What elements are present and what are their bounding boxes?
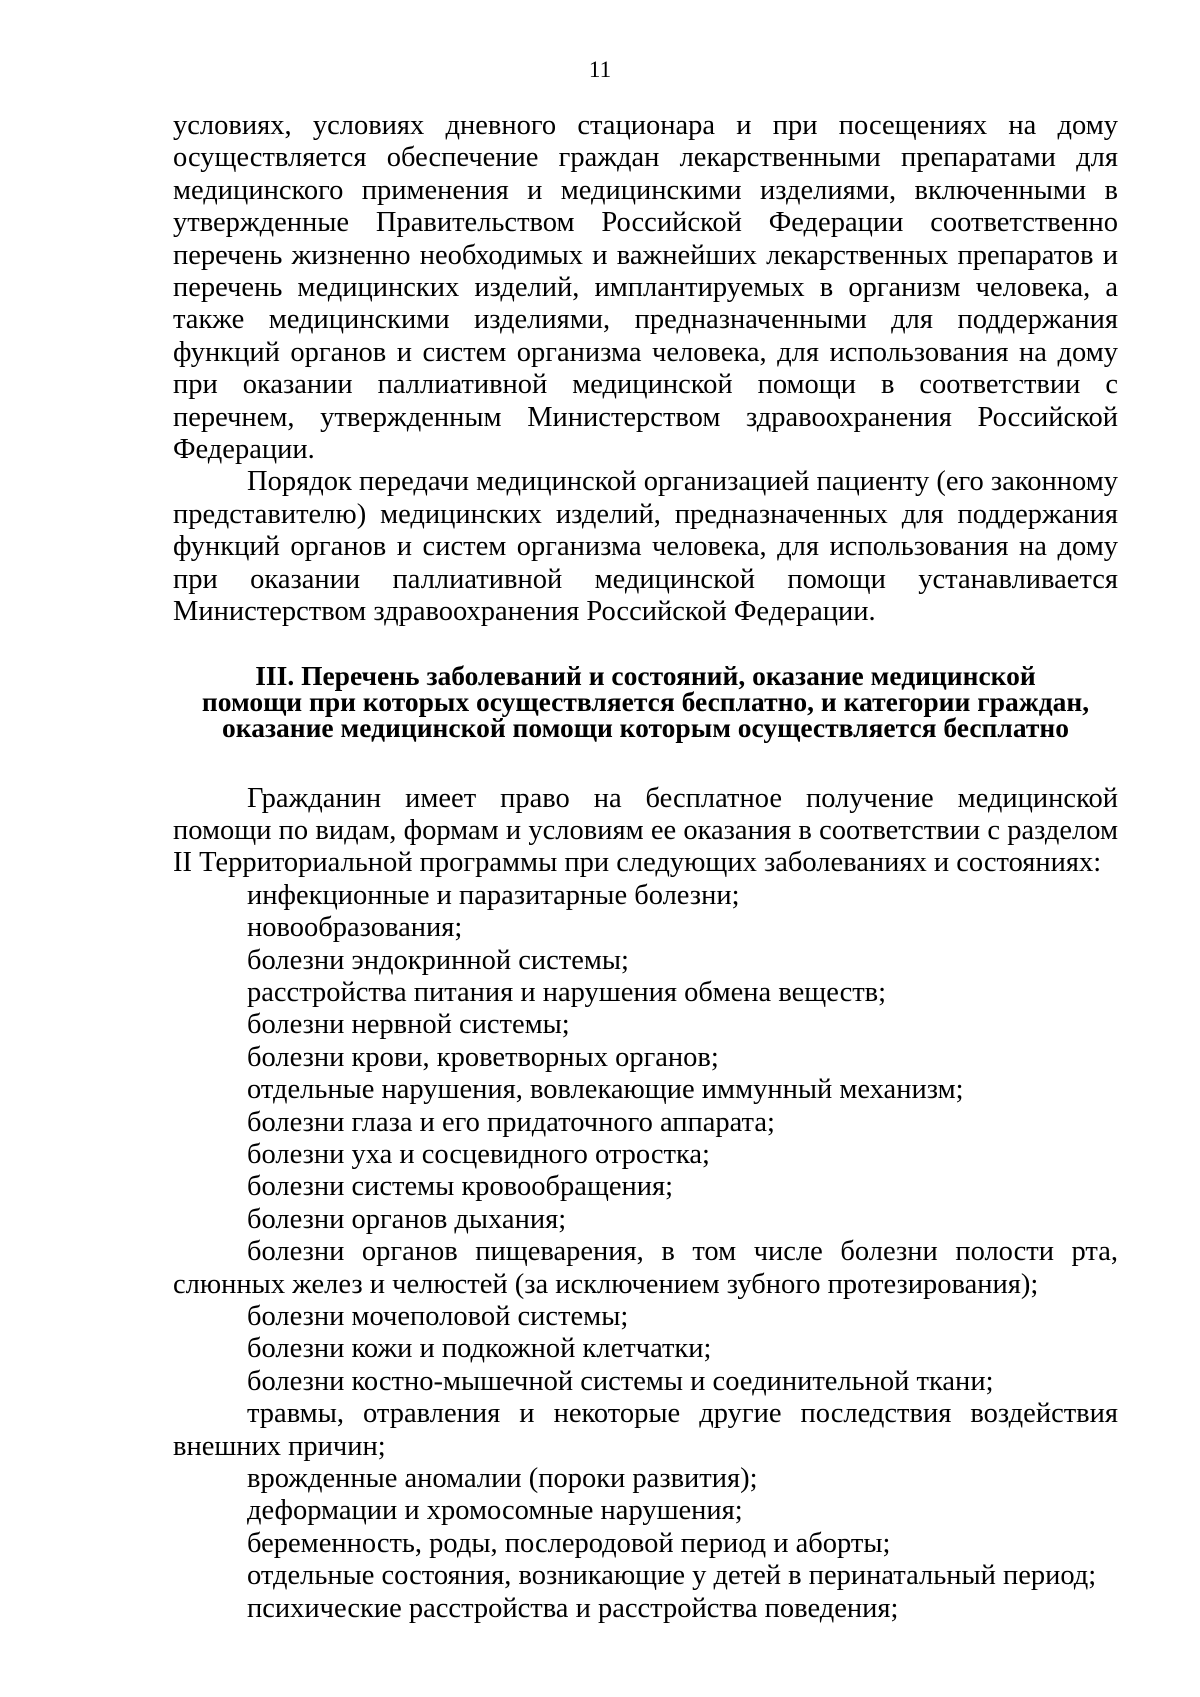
list-item: беременность, роды, послеродовой период и аборты; [247,1527,891,1559]
list-item: болезни мочеполовой системы; [247,1301,629,1332]
list-item: болезни кожи и подкожной клетчатки; [247,1333,712,1365]
list-item: психические расстройства и расстройства поведения; [247,1592,899,1624]
list-item: болезни эндокринной системы; [247,944,629,976]
paragraph-continued: условиях, условиях дневного стационара и при посещениях на дому осуществляется обеспечение граждан лекарственными препаратами для медицинского применения и медицинскими изделиями, включенными в утвержденные Правительством Российской Федерации соответственно перечень жизненно необходимых и важнейших лекарственных препаратов и перечень медицинских изделий, имплантируемых в организм человека, а также медицинскими изделиями, предназначенными для поддержания функций органов и систем организма человека, для использования на дому при оказании паллиативной медицинской помощи в соответствии с перечнем, утвержденным Министерством здравоохранения Российской Федерации. [173,110,1118,466]
list-item: деформации и хромосомные нарушения; [247,1495,743,1527]
list-item: отдельные нарушения, вовлекающие иммунный механизм; [247,1074,964,1106]
list-item: врожденные аномалии (пороки развития); [247,1463,758,1495]
section-heading-line: помощи при которых осуществляется бесплатно, и категории граждан, [201,685,1090,717]
list-item: расстройства питания и нарушения обмена веществ; [247,976,887,1008]
list-item: болезни нервной системы; [247,1009,570,1041]
section-heading-line: оказание медицинской помощи которым осуществляется бесплатно [222,711,1069,743]
list-item: болезни органов пищеварения, в том числе болезни полости рта, слюнных желез и челюстей (за исключением зубного протезирования); [173,1236,1118,1300]
list-item: болезни системы кровообращения; [247,1171,674,1203]
list-item: инфекционные и паразитарные болезни; [247,879,740,911]
section-heading-line: III. Перечень заболеваний и состояний, оказание медицинской [255,659,1036,691]
list-item: болезни крови, кроветворных органов; [247,1041,719,1073]
conditions-list [173,880,1118,1625]
document-body [173,110,1118,1625]
list-item: болезни уха и сосцевидного отростка; [247,1138,710,1170]
list-item: новообразования; [247,912,463,944]
page-number: 11 [588,57,612,82]
list-item: травмы, отравления и некоторые другие последствия воздействия внешних причин; [173,1398,1118,1462]
intro-paragraph: Гражданин имеет право на бесплатное получение медицинской помощи по видам, формам и условиям ее оказания в соответствии с разделом II Территориальной программы при следующих заболеваниях и состояниях: [173,782,1118,879]
list-item: болезни костно-мышечной системы и соединительной ткани; [247,1365,994,1397]
list-item: болезни глаза и его придаточного аппарата; [247,1106,775,1138]
section-heading [173,659,1118,743]
list-item: болезни органов дыхания; [247,1203,567,1235]
paragraph-transfer-procedure: Порядок передачи медицинской организацией пациенту (его законному представителю) медицинских изделий, предназначенных для поддержания функций органов и систем организма человека, для использования на дому при оказании паллиативной медицинской помощи устанавливается Министерством здравоохранения Российской Федерации. [173,466,1118,628]
list-item: отдельные состояния, возникающие у детей в перинатальный период; [247,1560,1097,1592]
